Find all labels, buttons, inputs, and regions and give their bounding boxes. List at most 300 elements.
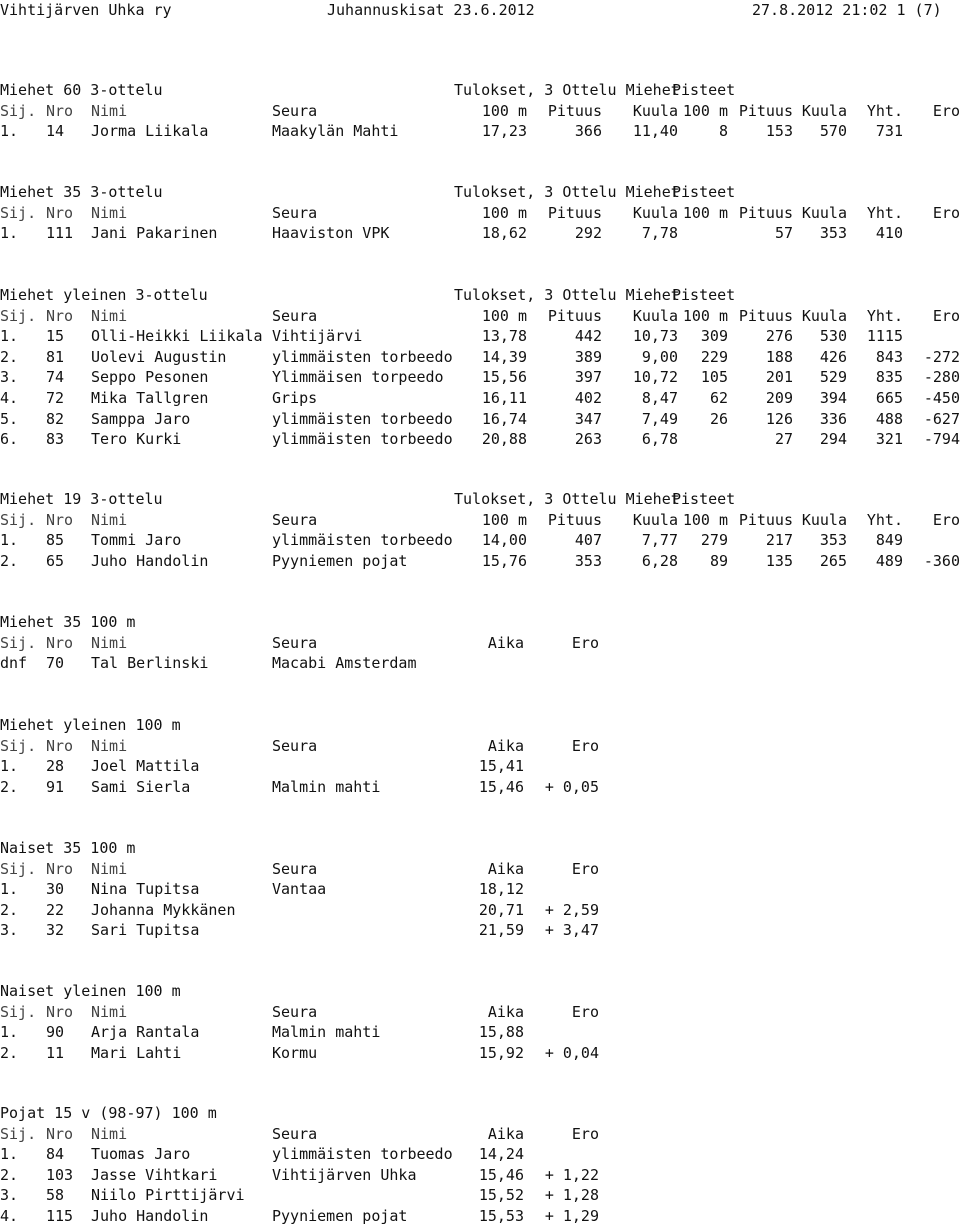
table-cell: 3. <box>0 368 19 387</box>
section-title: Pojat 15 v (98-97) 100 m <box>0 1104 217 1122</box>
results-title: Tulokset, 3 Ottelu Miehet <box>454 81 680 99</box>
table-cell: 2. <box>0 551 19 570</box>
section-title-line <box>0 80 960 100</box>
header-printed: 27.8.2012 21:02 1 (7) <box>752 1 942 19</box>
table-cell: Macabi Amsterdam <box>272 654 417 673</box>
table-cell: + 2,59 <box>544 900 599 919</box>
table-cell: 3. <box>0 921 19 940</box>
table-cell: 22 <box>46 900 65 919</box>
column-header: Sij. <box>0 510 37 529</box>
table-cell: + 1,28 <box>544 1186 599 1205</box>
table-cell: 2. <box>0 900 19 919</box>
table-cell: -360 <box>923 551 960 570</box>
table-cell: 353 <box>574 551 602 570</box>
table-row <box>0 1043 960 1063</box>
table-cell: 426 <box>819 347 847 366</box>
table-cell: 15,46 <box>478 777 524 796</box>
table-cell: 14,00 <box>481 531 527 550</box>
column-header: Nimi <box>91 1124 128 1143</box>
table-row <box>0 429 960 449</box>
table-cell: Pyyniemen pojat <box>272 551 408 570</box>
table-cell: Malmin mahti <box>272 777 381 796</box>
table-cell: 1. <box>0 757 19 776</box>
table-cell: ylimmäisten torbeedo <box>272 430 453 449</box>
table-cell: 265 <box>819 551 847 570</box>
table-cell: 32 <box>46 921 65 940</box>
table-cell: 105 <box>700 368 728 387</box>
column-header: Pituus <box>738 306 793 325</box>
section-title-line <box>0 1103 960 1123</box>
column-header: Yht. <box>866 510 903 529</box>
column-header: Seura <box>272 1124 318 1143</box>
column-header: Ero <box>932 101 960 120</box>
column-header: Sij. <box>0 306 37 325</box>
column-header-row <box>0 633 960 653</box>
table-cell: + 1,29 <box>544 1207 599 1225</box>
column-header: 100 m <box>682 101 728 120</box>
table-cell: 529 <box>819 368 847 387</box>
table-row <box>0 1022 960 1042</box>
table-cell: 394 <box>819 389 847 407</box>
table-cell: 6,28 <box>641 551 678 570</box>
table-cell: 294 <box>819 430 847 449</box>
table-cell: Uolevi Augustin <box>91 347 227 366</box>
table-row <box>0 551 960 571</box>
table-cell: 229 <box>700 347 728 366</box>
table-cell: 353 <box>819 224 847 243</box>
table-cell: 91 <box>46 777 65 796</box>
table-cell: ylimmäisten torbeedo <box>272 531 453 550</box>
table-cell: 6. <box>0 430 19 449</box>
column-header: 100 m <box>481 203 527 222</box>
table-cell: 58 <box>46 1186 65 1205</box>
column-header: Seura <box>272 306 318 325</box>
table-cell: 8,47 <box>641 389 678 407</box>
column-header-row <box>0 203 960 223</box>
table-cell: 18,62 <box>481 224 527 243</box>
column-header: Sij. <box>0 859 37 878</box>
column-header: Pituus <box>547 306 602 325</box>
column-header: Sij. <box>0 1124 37 1143</box>
section-title: Naiset 35 100 m <box>0 839 136 857</box>
table-cell: 16,74 <box>481 409 527 428</box>
column-header-row <box>0 510 960 530</box>
table-cell: -280 <box>923 368 960 387</box>
table-cell: Jorma Liikala <box>91 122 209 141</box>
section-title: Naiset yleinen 100 m <box>0 982 181 1000</box>
table-cell: Tuomas Jaro <box>91 1145 191 1164</box>
table-cell: 489 <box>875 551 903 570</box>
column-header: Nimi <box>91 633 128 652</box>
table-cell: 442 <box>574 327 602 346</box>
table-cell: 126 <box>765 409 793 428</box>
table-cell: 347 <box>574 409 602 428</box>
column-header: Seura <box>272 203 318 222</box>
table-cell: 85 <box>46 531 65 550</box>
column-header: 100 m <box>481 510 527 529</box>
column-header: Seura <box>272 736 318 755</box>
table-cell: Mari Lahti <box>91 1043 182 1062</box>
table-cell: 2. <box>0 1165 19 1184</box>
section-title: Miehet 60 3-ottelu <box>0 81 163 99</box>
table-cell: 366 <box>574 122 602 141</box>
column-header: Nimi <box>91 510 128 529</box>
table-cell: 115 <box>46 1207 74 1225</box>
column-header-row <box>0 1124 960 1144</box>
table-cell: 16,11 <box>481 389 527 407</box>
table-cell: 6,78 <box>641 430 678 449</box>
table-cell: Sari Tupitsa <box>91 921 200 940</box>
table-cell: 7,77 <box>641 531 678 550</box>
section-title-line <box>0 285 960 305</box>
table-cell: 72 <box>46 389 65 407</box>
table-row <box>0 777 960 797</box>
page-header <box>0 0 960 20</box>
table-cell: 7,49 <box>641 409 678 428</box>
table-cell: 209 <box>765 389 793 407</box>
column-header: Seura <box>272 859 318 878</box>
column-header: 100 m <box>481 306 527 325</box>
column-header: Kuula <box>632 203 678 222</box>
table-row <box>0 388 960 408</box>
table-cell: dnf <box>0 654 28 673</box>
column-header: Kuula <box>801 101 847 120</box>
table-cell: 20,71 <box>478 900 524 919</box>
results-title: Tulokset, 3 Ottelu Miehet <box>454 490 680 508</box>
column-header: Ero <box>932 203 960 222</box>
column-header: Nro <box>46 306 74 325</box>
table-cell: Johanna Mykkänen <box>91 900 236 919</box>
table-cell: 27 <box>774 430 793 449</box>
table-cell: 1. <box>0 122 19 141</box>
points-label: Pisteet <box>672 81 736 99</box>
table-cell: Joel Mattila <box>91 757 200 776</box>
section-title-line <box>0 612 960 632</box>
column-header-row <box>0 1002 960 1022</box>
table-cell: 15 <box>46 327 65 346</box>
table-cell: ylimmäisten torbeedo <box>272 1145 453 1164</box>
table-cell: 1. <box>0 224 19 243</box>
column-header-row <box>0 736 960 756</box>
table-cell: 57 <box>774 224 793 243</box>
table-row <box>0 530 960 550</box>
column-header: Seura <box>272 510 318 529</box>
table-cell: Samppa Jaro <box>91 409 191 428</box>
table-row <box>0 1185 960 1205</box>
table-cell: 11,40 <box>632 122 678 141</box>
table-cell: 9,00 <box>641 347 678 366</box>
table-row <box>0 347 960 367</box>
column-header: Ero <box>932 306 960 325</box>
points-label: Pisteet <box>672 183 736 201</box>
column-header: Nimi <box>91 859 128 878</box>
table-row <box>0 1206 960 1226</box>
table-cell: 410 <box>875 224 903 243</box>
column-header: Kuula <box>632 306 678 325</box>
table-cell: 14 <box>46 122 65 141</box>
table-cell: 407 <box>574 531 602 550</box>
table-cell: ylimmäisten torbeedo <box>272 347 453 366</box>
table-cell: Vihtijärven Uhka <box>272 1165 417 1184</box>
section-title-line <box>0 489 960 509</box>
table-cell: Maakylän Mahti <box>272 122 399 141</box>
column-header: 100 m <box>682 203 728 222</box>
table-cell: 1. <box>0 880 19 899</box>
column-header: Sij. <box>0 1002 37 1021</box>
table-row <box>0 326 960 346</box>
table-cell: Haaviston VPK <box>272 224 390 243</box>
column-header: Nimi <box>91 306 128 325</box>
table-cell: 153 <box>765 122 793 141</box>
table-cell: 402 <box>574 389 602 407</box>
table-row <box>0 367 960 387</box>
table-row <box>0 1165 960 1185</box>
table-cell: 10,72 <box>632 368 678 387</box>
table-cell: 217 <box>765 531 793 550</box>
table-cell: + 0,04 <box>544 1043 599 1062</box>
column-header: Nimi <box>91 203 128 222</box>
column-header: Seura <box>272 1002 318 1021</box>
table-cell: 84 <box>46 1145 65 1164</box>
column-header: Ero <box>932 510 960 529</box>
column-header: Aika <box>487 859 524 878</box>
column-header: Nro <box>46 736 74 755</box>
column-header: Nro <box>46 1002 74 1021</box>
column-header: Yht. <box>866 306 903 325</box>
table-cell: Jani Pakarinen <box>91 224 218 243</box>
table-cell: 1. <box>0 531 19 550</box>
points-label: Pisteet <box>672 286 736 304</box>
section-title-line <box>0 182 960 202</box>
table-cell: 279 <box>700 531 728 550</box>
column-header: Nro <box>46 203 74 222</box>
table-cell: 530 <box>819 327 847 346</box>
table-cell: 353 <box>819 531 847 550</box>
column-header: 100 m <box>682 510 728 529</box>
column-header: Nimi <box>91 1002 128 1021</box>
table-cell: 17,23 <box>481 122 527 141</box>
table-cell: 65 <box>46 551 65 570</box>
table-cell: Juho Handolin <box>91 551 209 570</box>
column-header: Ero <box>571 1124 599 1143</box>
column-header: Nro <box>46 101 74 120</box>
column-header: Nro <box>46 510 74 529</box>
table-cell: 292 <box>574 224 602 243</box>
table-cell: 2. <box>0 777 19 796</box>
results-title: Tulokset, 3 Ottelu Miehet <box>454 286 680 304</box>
column-header: Sij. <box>0 633 37 652</box>
column-header: Yht. <box>866 101 903 120</box>
column-header: Kuula <box>801 306 847 325</box>
table-cell: 82 <box>46 409 65 428</box>
column-header: Kuula <box>801 203 847 222</box>
table-cell: Tal Berlinski <box>91 654 209 673</box>
table-cell: Vihtijärvi <box>272 327 363 346</box>
table-row <box>0 409 960 429</box>
column-header: Pituus <box>547 510 602 529</box>
column-header: Yht. <box>866 203 903 222</box>
column-header: 100 m <box>682 306 728 325</box>
column-header: Ero <box>571 633 599 652</box>
table-cell: 3. <box>0 1186 19 1205</box>
table-cell: 665 <box>875 389 903 407</box>
table-cell: 397 <box>574 368 602 387</box>
table-cell: Malmin mahti <box>272 1023 381 1042</box>
table-cell: 570 <box>819 122 847 141</box>
table-cell: Pyyniemen pojat <box>272 1207 408 1225</box>
table-row <box>0 756 960 776</box>
column-header: Pituus <box>738 510 793 529</box>
column-header: Ero <box>571 1002 599 1021</box>
table-row <box>0 879 960 899</box>
table-cell: 111 <box>46 224 74 243</box>
column-header: Aika <box>487 1002 524 1021</box>
table-cell: Olli-Heikki Liikala <box>91 327 263 346</box>
table-cell: 13,78 <box>481 327 527 346</box>
table-cell: 321 <box>875 430 903 449</box>
table-cell: Jasse Vihtkari <box>91 1165 218 1184</box>
table-cell: 62 <box>709 389 728 407</box>
table-cell: 309 <box>700 327 728 346</box>
table-cell: 81 <box>46 347 65 366</box>
header-event: Juhannuskisat 23.6.2012 <box>327 1 535 19</box>
table-cell: -450 <box>923 389 960 407</box>
table-cell: 18,12 <box>478 880 524 899</box>
results-title: Tulokset, 3 Ottelu Miehet <box>454 183 680 201</box>
column-header: Seura <box>272 633 318 652</box>
table-cell: 263 <box>574 430 602 449</box>
table-cell: 15,52 <box>478 1186 524 1205</box>
table-cell: 201 <box>765 368 793 387</box>
column-header-row <box>0 101 960 121</box>
table-cell: + 1,22 <box>544 1165 599 1184</box>
table-cell: 26 <box>709 409 728 428</box>
table-cell: 28 <box>46 757 65 776</box>
column-header: Pituus <box>547 203 602 222</box>
table-cell: 15,56 <box>481 368 527 387</box>
table-cell: 21,59 <box>478 921 524 940</box>
column-header: Pituus <box>547 101 602 120</box>
column-header: Nro <box>46 859 74 878</box>
table-cell: 74 <box>46 368 65 387</box>
table-cell: Kormu <box>272 1043 318 1062</box>
section-title-line <box>0 981 960 1001</box>
column-header: Seura <box>272 101 318 120</box>
table-cell: 15,46 <box>478 1165 524 1184</box>
column-header: Nro <box>46 633 74 652</box>
column-header: Kuula <box>801 510 847 529</box>
column-header: Aika <box>487 1124 524 1143</box>
table-cell: -627 <box>923 409 960 428</box>
table-cell: 103 <box>46 1165 74 1184</box>
table-cell: 89 <box>709 551 728 570</box>
table-row <box>0 900 960 920</box>
section-title: Miehet yleinen 3-ottelu <box>0 286 208 304</box>
table-cell: 70 <box>46 654 65 673</box>
table-cell: Niilo Pirttijärvi <box>91 1186 245 1205</box>
section-title-line <box>0 715 960 735</box>
table-cell: -272 <box>923 347 960 366</box>
column-header: Nro <box>46 1124 74 1143</box>
table-cell: 10,73 <box>632 327 678 346</box>
table-cell: 2. <box>0 347 19 366</box>
header-org: Vihtijärven Uhka ry <box>0 1 172 19</box>
table-cell: 14,39 <box>481 347 527 366</box>
table-cell: Nina Tupitsa <box>91 880 200 899</box>
table-cell: Seppo Pesonen <box>91 368 209 387</box>
section-title-line <box>0 838 960 858</box>
table-row <box>0 653 960 673</box>
table-cell: 188 <box>765 347 793 366</box>
table-cell: 1. <box>0 1023 19 1042</box>
table-cell: 15,41 <box>478 757 524 776</box>
table-cell: 2. <box>0 1043 19 1062</box>
table-cell: 336 <box>819 409 847 428</box>
section-title: Miehet 35 100 m <box>0 613 136 631</box>
table-cell: 15,88 <box>478 1023 524 1042</box>
table-cell: 15,92 <box>478 1043 524 1062</box>
table-cell: 20,88 <box>481 430 527 449</box>
table-cell: 849 <box>875 531 903 550</box>
column-header: Sij. <box>0 203 37 222</box>
points-label: Pisteet <box>672 490 736 508</box>
section-title: Miehet 35 3-ottelu <box>0 183 163 201</box>
table-cell: Sami Sierla <box>91 777 191 796</box>
table-cell: 4. <box>0 1207 19 1225</box>
table-cell: 15,76 <box>481 551 527 570</box>
column-header: Kuula <box>632 101 678 120</box>
section-title: Miehet 19 3-ottelu <box>0 490 163 508</box>
table-cell: 1. <box>0 1145 19 1164</box>
column-header: Ero <box>571 736 599 755</box>
table-cell: 1115 <box>866 327 903 346</box>
table-cell: + 3,47 <box>544 921 599 940</box>
column-header: Sij. <box>0 101 37 120</box>
table-cell: 4. <box>0 389 19 407</box>
table-cell: 389 <box>574 347 602 366</box>
column-header: Ero <box>571 859 599 878</box>
column-header: Aika <box>487 633 524 652</box>
table-cell: Juho Handolin <box>91 1207 209 1225</box>
table-cell: 5. <box>0 409 19 428</box>
column-header: Pituus <box>738 203 793 222</box>
table-cell: 135 <box>765 551 793 570</box>
table-cell: 835 <box>875 368 903 387</box>
table-cell: 15,53 <box>478 1207 524 1225</box>
table-cell: 1. <box>0 327 19 346</box>
table-cell: 488 <box>875 409 903 428</box>
table-cell: 14,24 <box>478 1145 524 1164</box>
column-header-row <box>0 306 960 326</box>
column-header: Kuula <box>632 510 678 529</box>
table-cell: Ylimmäisen torpeedo <box>272 368 444 387</box>
table-cell: 276 <box>765 327 793 346</box>
table-cell: 731 <box>875 122 903 141</box>
column-header: Aika <box>487 736 524 755</box>
table-row <box>0 223 960 243</box>
column-header: Nimi <box>91 736 128 755</box>
table-cell: 83 <box>46 430 65 449</box>
table-cell: Tommi Jaro <box>91 531 182 550</box>
table-cell: 30 <box>46 880 65 899</box>
table-cell: 8 <box>718 122 728 141</box>
column-header: Pituus <box>738 101 793 120</box>
table-cell: 11 <box>46 1043 65 1062</box>
table-cell: -794 <box>923 430 960 449</box>
table-cell: Vantaa <box>272 880 327 899</box>
column-header: Nimi <box>91 101 128 120</box>
table-cell: Mika Tallgren <box>91 389 209 407</box>
